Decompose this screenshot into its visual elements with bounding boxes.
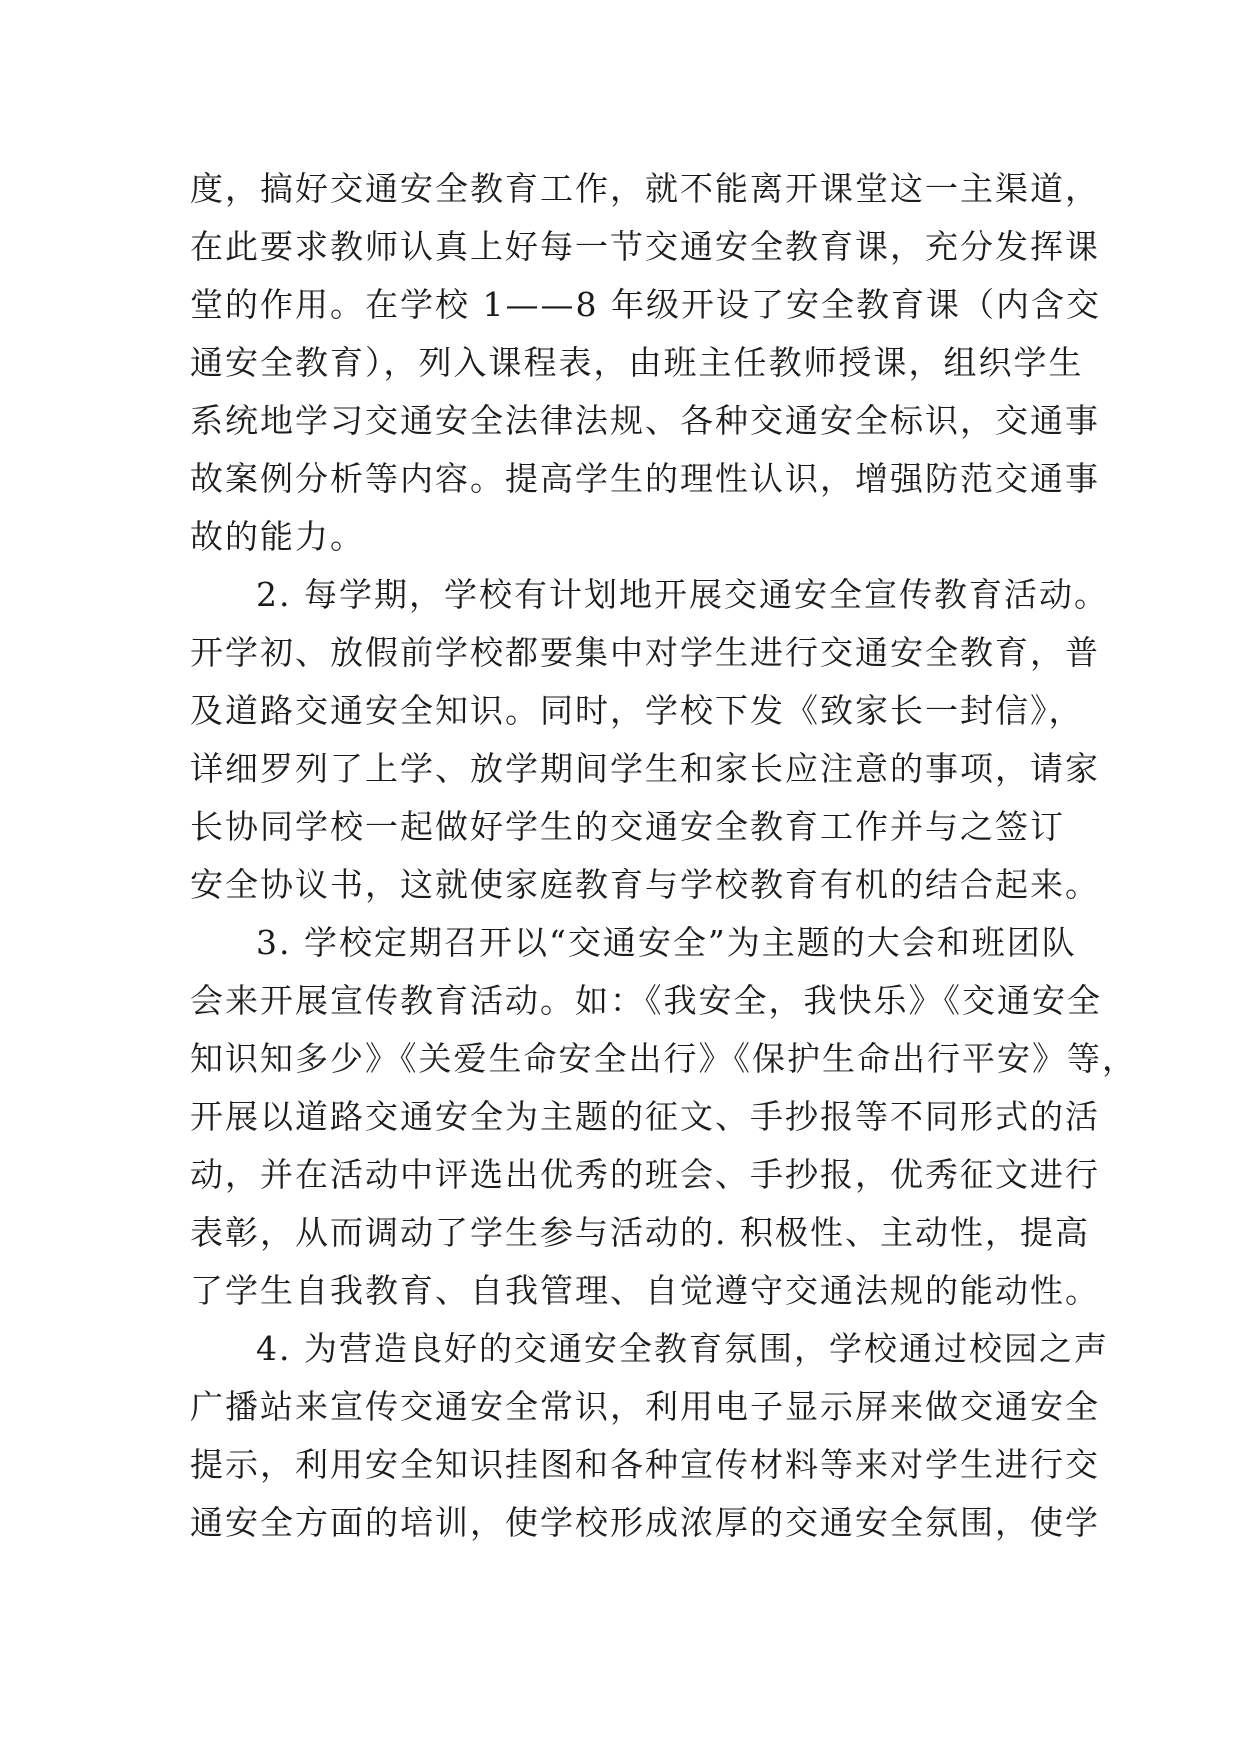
text-line: 故的能力。	[190, 517, 365, 556]
text-line: 动，并在活动中评选出优秀的班会、手抄报，优秀征文进行	[190, 1155, 1100, 1194]
text-line: 会来开展宣传教育活动。如：《我安全，我快乐》《交通安全	[190, 981, 1102, 1020]
text-line: 3. 学校定期召开以“交通安全”为主题的大会和班团队	[256, 923, 1077, 962]
paragraph-continued	[190, 160, 1101, 566]
text-line: 度，搞好交通安全教育工作，就不能离开课堂这一主渠道，	[190, 169, 1100, 208]
text-line: 提示，利用安全知识挂图和各种宣传材料等来对学生进行交	[190, 1445, 1100, 1484]
text-line: 长协同学校一起做好学生的交通安全教育工作并与之签订	[190, 807, 1065, 846]
text-line: 故案例分析等内容。提高学生的理性认识，增强防范交通事	[190, 459, 1100, 498]
text-line: 通安全方面的培训，使学校形成浓厚的交通安全氛围，使学	[190, 1503, 1100, 1542]
paragraph-2	[190, 566, 1109, 914]
text-line: 知识知多少》《关爱生命安全出行》《保护生命出行平安》等，	[190, 1039, 1137, 1078]
text-line: 开展以道路交通安全为主题的征文、手抄报等不同形式的活	[190, 1097, 1100, 1136]
text-line: 及道路交通安全知识。同时，学校下发《致家长一封信》，	[190, 691, 1084, 730]
text-line: 堂的作用。在学校 1——8 年级开设了安全教育课（内含交	[190, 285, 1101, 324]
text-line: 在此要求教师认真上好每一节交通安全教育课，充分发挥课	[190, 227, 1100, 266]
text-line: 系统地学习交通安全法律法规、各种交通安全标识，交通事	[190, 401, 1100, 440]
text-line: 2. 每学期，学校有计划地开展交通安全宣传教育活动。	[256, 575, 1109, 614]
text-line: 广播站来宣传交通安全常识，利用电子显示屏来做交通安全	[190, 1387, 1100, 1426]
paragraph-4	[190, 1320, 1109, 1552]
text-line: 详细罗列了上学、放学期间学生和家长应注意的事项，请家	[190, 749, 1100, 788]
text-line: 表彰，从而调动了学生参与活动的. 积极性、主动性，提高	[190, 1213, 1090, 1252]
text-line: 4. 为营造良好的交通安全教育氛围，学校通过校园之声	[256, 1329, 1109, 1368]
paragraph-3	[190, 914, 1137, 1320]
text-line: 通安全教育），列入课程表，由班主任教师授课，组织学生	[190, 343, 1084, 382]
document-body	[190, 160, 1137, 1552]
text-line: 开学初、放假前学校都要集中对学生进行交通安全教育，普	[190, 633, 1100, 672]
text-line: 安全协议书，这就使家庭教育与学校教育有机的结合起来。	[190, 865, 1100, 904]
text-line: 了学生自我教育、自我管理、自觉遵守交通法规的能动性。	[190, 1271, 1100, 1310]
